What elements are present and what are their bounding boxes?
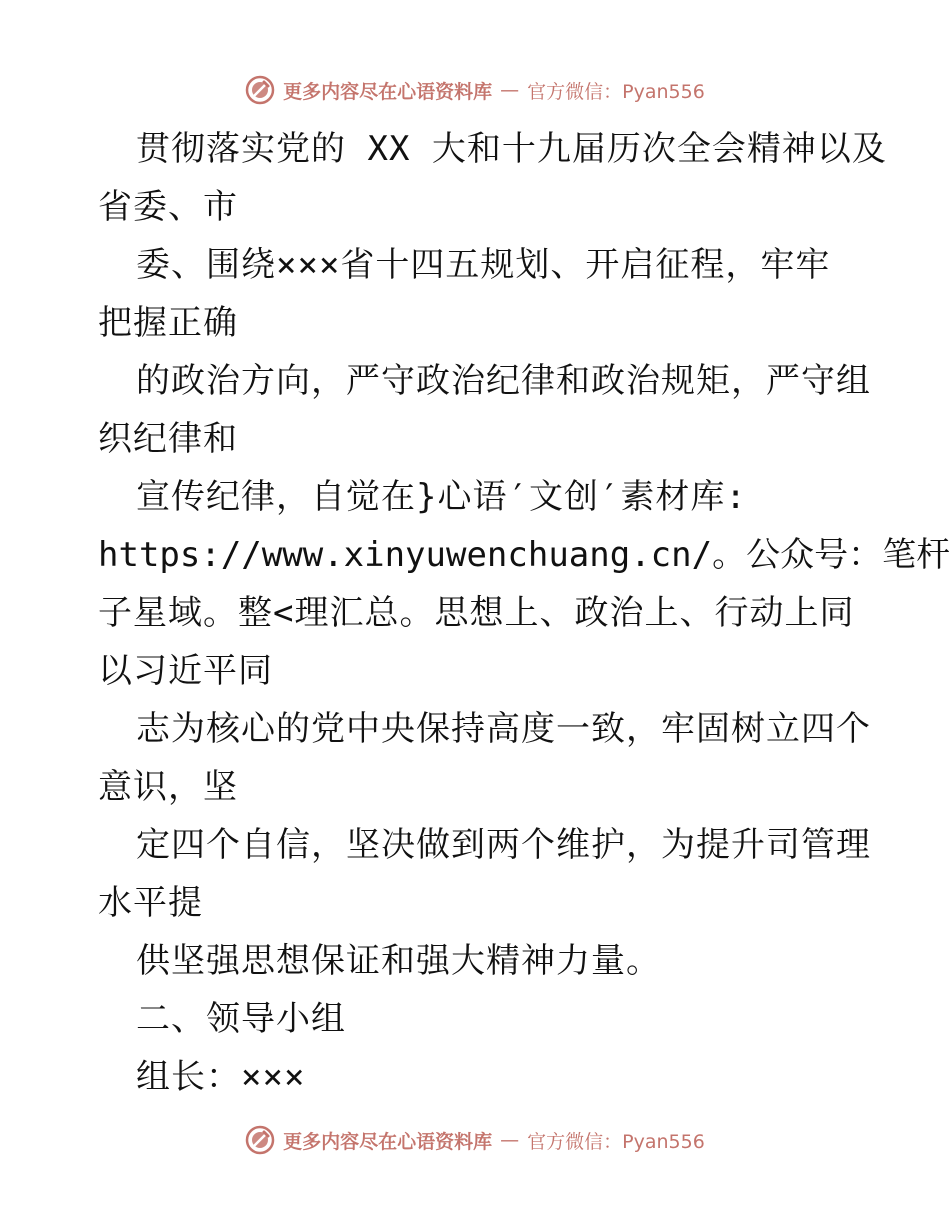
pen-circle-logo-icon xyxy=(245,75,275,105)
paragraph-line: 的政治方向，严守政治纪律和政治规矩，严守组 xyxy=(136,361,871,401)
paragraph-line: 意识，坚 xyxy=(98,767,238,807)
section-heading: 二、领导小组 xyxy=(136,999,346,1039)
footer-brand-text: 更多内容尽在心语资料库 xyxy=(283,1130,493,1153)
footer-separator: — xyxy=(500,1129,520,1151)
leader-line: 组长：××× xyxy=(136,1057,306,1097)
paragraph-line: 供坚强思想保证和强大精神力量。 xyxy=(136,941,661,981)
paragraph-line: 志为核心的党中央保持高度一致，牢固树立四个 xyxy=(136,709,871,749)
header-banner xyxy=(0,70,950,110)
paragraph-line: 把握正确 xyxy=(98,303,238,343)
paragraph-line: 以习近平同 xyxy=(98,651,273,691)
header-brand-text: 更多内容尽在心语资料库 xyxy=(283,80,493,103)
footer-wechat-text: 官方微信：Pyan556 xyxy=(527,1130,705,1153)
url-line: https://www.xinyuwenchuang.cn/。公众号：笔杆 xyxy=(98,535,950,575)
paragraph-line: 贯彻落实党的 XX 大和十九届历次全会精神以及 xyxy=(136,129,887,169)
pen-circle-logo-icon xyxy=(245,1125,275,1155)
document-body xyxy=(98,120,950,1106)
header-separator: — xyxy=(500,79,520,101)
paragraph-line: 织纪律和 xyxy=(98,419,238,459)
paragraph-line: 宣传纪律，自觉在}心语′文创′素材库: xyxy=(136,477,747,517)
footer-banner xyxy=(0,1120,950,1160)
header-wechat-text: 官方微信：Pyan556 xyxy=(527,80,705,103)
paragraph-line: 省委、市 xyxy=(98,187,238,227)
paragraph-line: 子星域。整<理汇总。思想上、政治上、行动上同 xyxy=(98,593,855,633)
paragraph-line: 水平提 xyxy=(98,883,203,923)
paragraph-line: 委、围绕×××省十四五规划、开启征程，牢牢 xyxy=(136,245,831,285)
paragraph-line: 定四个自信，坚决做到两个维护，为提升司管理 xyxy=(136,825,871,865)
